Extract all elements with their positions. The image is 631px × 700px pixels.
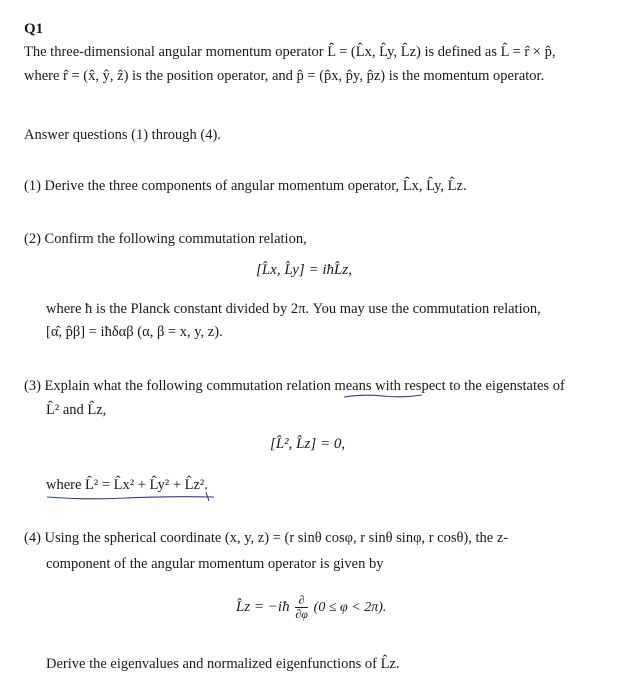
- equation-lz-operator: [236, 594, 386, 621]
- question-4-line-2: component of the angular momentum operator is given by: [46, 556, 384, 572]
- question-4-line-1: (4) Using the spherical coordinate (x, y, z) = (r sinθ cosφ, r sinθ sinφ, r cosθ), the z-: [24, 530, 509, 546]
- question-1: (1) Derive the three components of angular momentum operator, L̂x, L̂y, L̂z.: [24, 178, 467, 194]
- pen-underline-mark: [46, 488, 221, 502]
- question-2-where-1: where ħ is the Planck constant divided by 2π. You may use the commutation relation,: [46, 301, 541, 317]
- fraction-denominator: ∂φ: [295, 607, 308, 621]
- equation-lz-lhs: L̂z = −iħ: [236, 598, 290, 615]
- question-heading: Q1: [24, 21, 44, 37]
- instruction-text: Answer questions (1) through (4).: [24, 127, 221, 143]
- intro-line-1: The three-dimensional angular momentum operator L̂ = (L̂x, L̂y, L̂z) is defined as L̂ = r̂ × p̂,: [24, 44, 556, 60]
- equation-commutator-lx-ly: [L̂x, L̂y] = iħL̂z,: [256, 262, 352, 278]
- fraction-numerator: ∂: [295, 594, 308, 608]
- question-4-final: Derive the eigenvalues and normalized eigenfunctions of L̂z.: [46, 656, 400, 672]
- question-3-where: where L̂² = L̂x² + L̂y² + L̂z².: [46, 477, 208, 493]
- partial-derivative-fraction: [295, 594, 308, 621]
- equation-commutator-l2-lz: [L̂², L̂z] = 0,: [270, 436, 346, 452]
- question-2-where-2: [α̂, p̂β] = iħδαβ (α, β = x, y, z).: [46, 324, 223, 340]
- intro-line-2: where r̂ = (x̂, ŷ, ẑ) is the position operator, and p̂ = (p̂x, p̂y, p̂z) is the momentum operator.: [24, 68, 545, 84]
- equation-range: (0 ≤ φ < 2π).: [313, 599, 387, 615]
- question-3-line-2: L̂² and L̂z,: [46, 402, 107, 418]
- question-2-text: (2) Confirm the following commutation relation,: [24, 231, 307, 247]
- pen-underline-mark: [343, 392, 423, 400]
- question-3-line-1: (3) Explain what the following commutation relation means with respect to the eigenstates of: [24, 378, 565, 394]
